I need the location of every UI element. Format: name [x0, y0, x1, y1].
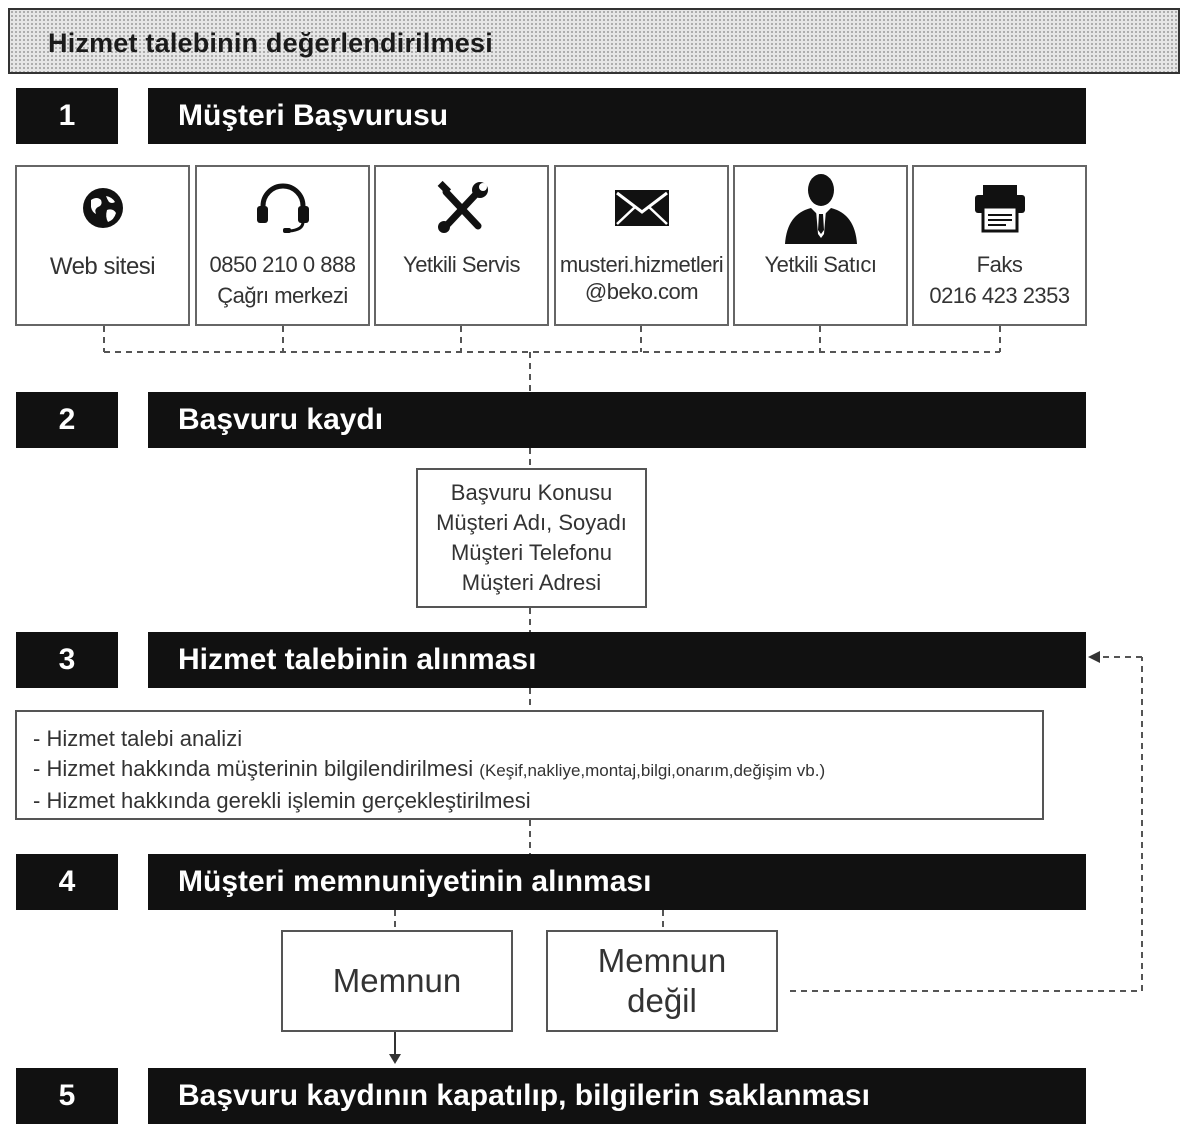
person-icon — [735, 171, 906, 245]
channel-dealer — [733, 165, 908, 326]
service-item: - Hizmet hakkında gerekli işlemin gerçekleştirilmesi — [33, 788, 531, 813]
channel-email-user: musteri.hizmetleri — [559, 252, 724, 277]
channel-fax-label: Faks — [976, 252, 1023, 277]
page-title: Hizmet talebinin değerlendirilmesi — [48, 28, 493, 58]
headset-icon — [197, 175, 368, 241]
envelope-icon — [556, 175, 727, 241]
channel-email — [554, 165, 729, 326]
step-2-label: Başvuru kaydı — [148, 392, 1086, 448]
channel-fax — [912, 165, 1087, 326]
channel-dealer-label: Yetkili Satıcı — [764, 252, 877, 277]
service-item-note: (Keşif,nakliye,montaj,bilgi,onarım,değişim vb.) — [479, 761, 826, 780]
record-field: Müşteri Adresi — [461, 570, 602, 595]
fax-icon — [914, 175, 1085, 241]
channel-web-text: Web sitesi — [49, 253, 156, 280]
channel-fax-number: 0216 423 2353 — [929, 283, 1070, 308]
step-3-number: 3 — [16, 632, 118, 688]
channel-web — [15, 165, 190, 326]
channel-service-label: Yetkili Servis — [403, 252, 520, 277]
service-item: - Hizmet talebi analizi — [33, 726, 243, 751]
step-5-label: Başvuru kaydının kapatılıp, bilgilerin saklanması — [148, 1068, 1086, 1124]
service-item: - Hizmet hakkında müşterinin bilgilendirilmesi (Keşif,nakliye,montaj,bilgi,onarım,değişim vb.) — [33, 756, 826, 781]
record-field: Müşteri Telefonu — [450, 540, 612, 565]
channel-call-center-label: Çağrı merkezi — [217, 283, 348, 308]
record-field: Başvuru Konusu — [450, 480, 613, 505]
step-1-number: 1 — [16, 88, 118, 144]
not-satisfied-box: Memnun değil — [546, 930, 778, 1032]
step-2-number: 2 — [16, 392, 118, 448]
record-field: Müşteri Adı, Soyadı — [436, 510, 627, 535]
tools-icon — [376, 175, 547, 241]
channel-email-domain: @beko.com — [584, 279, 699, 304]
step-1-label: Müşteri Başvurusu — [148, 88, 1086, 144]
channel-authorized-service — [374, 165, 549, 326]
satisfied-box: Memnun — [281, 930, 513, 1032]
channel-call-center — [195, 165, 370, 326]
globe-icon — [17, 175, 188, 241]
service-actions-box — [15, 710, 1044, 820]
step-4-number: 4 — [16, 854, 118, 910]
step-5-number: 5 — [16, 1068, 118, 1124]
step-3-label: Hizmet talebinin alınması — [148, 632, 1086, 688]
record-fields-box — [416, 468, 647, 608]
channel-call-center-phone: 0850 210 0 888 — [209, 252, 356, 277]
step-4-label: Müşteri memnuniyetinin alınması — [148, 854, 1086, 910]
title-bar — [8, 8, 1180, 74]
